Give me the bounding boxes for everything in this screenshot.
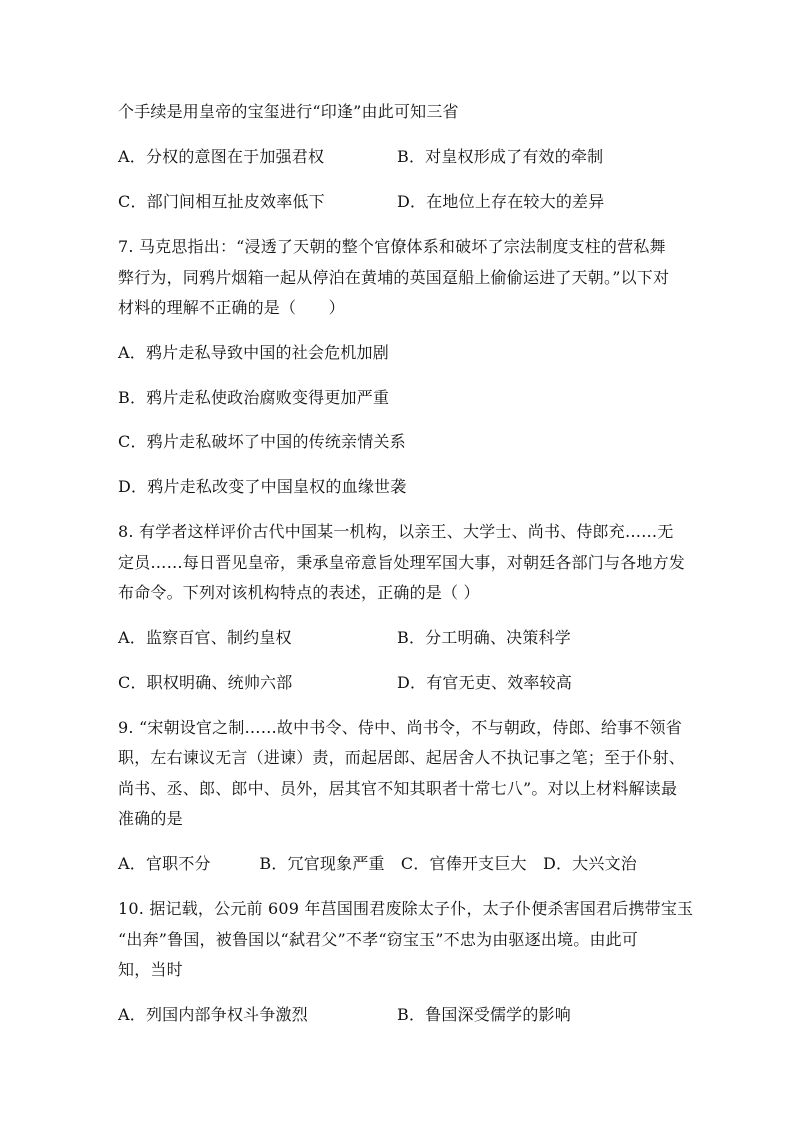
q7-option-b: B．鸦片走私使政治腐败变得更加严重 [118,388,390,407]
q7-option-d: D．鸦片走私改变了中国皇权的血缘世袭 [118,477,407,496]
q8-option-b: B．分工明确、决策科学 [397,628,571,647]
q8-stem-line-2: 定员……每日晋见皇帝，秉承皇帝意旨处理军国大事，对朝廷各部门与各地方发 [118,553,686,572]
q9-stem-line-3: 尚书、丞、郎、郎中、员外，居其官不知其职者十常七八”。对以上材料解读最 [118,779,678,798]
q10-stem-line-1: 10. 据记载，公元前 609 年莒国围君废除太子仆，太子仆便杀害国君后携带宝玉 [118,899,694,918]
q10-option-b: B．鲁国深受儒学的影响 [397,1005,571,1024]
q8-stem-line-1: 8. 有学者这样评价古代中国某一机构，以亲王、大学士、尚书、侍郎充……无 [118,522,674,541]
q7-option-a: A．鸦片走私导致中国的社会危机加剧 [118,343,389,362]
q9-stem-line-4: 准确的是 [118,809,183,828]
q9-stem-line-1: 9. “宋朝设官之制……故中书令、侍中、尚书令，不与朝政，侍郎、给事不领省 [118,718,682,737]
q9-stem-line-2: 职，左右谏议无言（进谏）责，而起居郎、起居舍人不执记事之笔；至于仆射、 [118,748,686,767]
q10-stem-line-2: “出奔”鲁国，被鲁国以“弑君父”不孝“窃宝玉”不忠为由驱逐出境。由此可 [118,930,639,949]
q6-stem-tail: 个手续是用皇帝的宝玺进行“印逢”由此可知三省 [118,102,459,121]
q8-option-d: D．有官无吏、效率较高 [397,673,573,692]
q10-option-a: A．列国内部争权斗争激烈 [118,1005,308,1024]
q9-options: A．官职不分 B．冗官现象严重 C．官俸开支巨大 D．大兴文治 [118,854,637,873]
q6-option-b: B．对皇权形成了有效的牵制 [397,147,604,166]
q8-option-a: A．监察百官、制约皇权 [118,628,292,647]
q6-option-c: C．部门间相互扯皮效率低下 [118,192,325,211]
q10-stem-line-3: 知，当时 [118,960,183,979]
q7-stem-line-3: 材料的理解不正确的是（ ） [118,298,345,317]
q8-stem-line-3: 布命令。下列对该机构特点的表述，正确的是（ ） [118,583,480,602]
q7-stem-line-2: 弊行为，同鸦片烟箱一起从停泊在黄埔的英国趸船上偷偷运进了天朝。”以下对 [118,268,670,287]
q6-option-d: D．在地位上存在较大的差异 [397,192,605,211]
q6-option-a: A．分权的意图在于加强君权 [118,147,325,166]
q8-option-c: C．职权明确、统帅六部 [118,673,293,692]
q7-stem-line-1: 7. 马克思指出：“浸透了天朝的整个官僚体系和破坏了宗法制度支柱的营私舞 [118,237,666,256]
q7-option-c: C．鸦片走私破坏了中国的传统亲情关系 [118,432,406,451]
